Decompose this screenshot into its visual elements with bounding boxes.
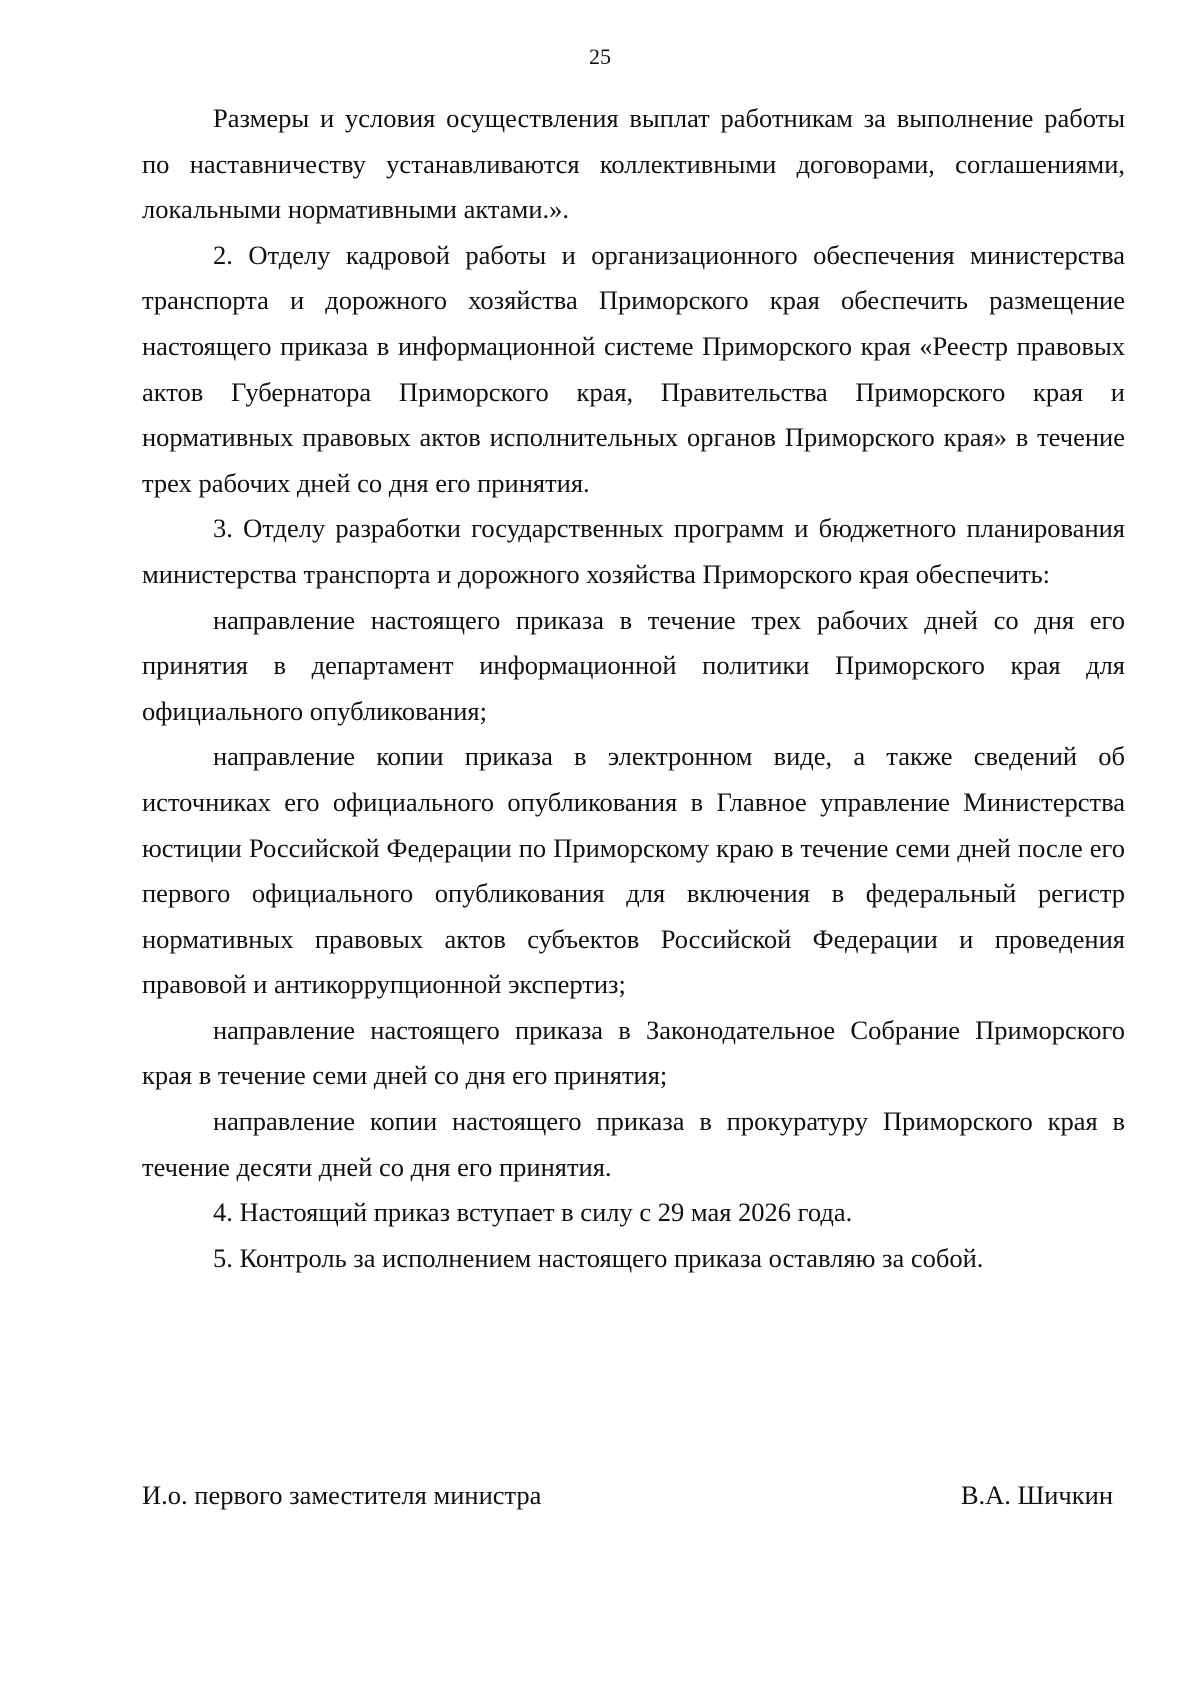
paragraph-subitem-justice-ministry: направление копии приказа в электронном виде, а также сведений об источниках его официального опубликования в Главное управление Министерства юстиции Российской Федерации по Приморскому краю в течение семи дней после его первого официального опубликования для включения в федеральный регистр нормативных правовых актов субъектов Российской Федерации и проведения правовой и антикоррупционной экспертиз;: [142, 741, 1125, 1000]
document-body: [142, 96, 1125, 1281]
paragraph-subitem-publication: направление настоящего приказа в течение трех рабочих дней со дня его принятия в департамент информационной политики Приморского края для официального опубликования;: [142, 604, 1125, 726]
signatory-name: В.А. Шичкин: [960, 1480, 1113, 1510]
paragraph-item-2: 2. Отделу кадровой работы и организационного обеспечения министерства транспорта и дорожного хозяйства Приморского края обеспечить размещение настоящего приказа в информационной системе Приморского края «Реестр правовых актов Губернатора Приморского края, Правительства Приморского края и нормативных правовых актов исполнительных органов Приморского края» в течение трех рабочих дней со дня его принятия.: [142, 239, 1125, 498]
paragraph-mentoring-payments: Размеры и условия осуществления выплат работникам за выполнение работы по наставничеству устанавливаются коллективными договорами, соглашениями, локальными нормативными актами.».: [142, 103, 1125, 225]
paragraph-item-3: 3. Отделу разработки государственных программ и бюджетного планирования министерства транспорта и дорожного хозяйства Приморского края обеспечить:: [142, 513, 1125, 589]
paragraph-item-4: 4. Настоящий приказ вступает в силу с 29 мая 2026 года.: [213, 1197, 853, 1228]
paragraph-subitem-legislative-assembly: направление настоящего приказа в Законодательное Собрание Приморского края в течение семи дней со дня его принятия;: [142, 1014, 1125, 1091]
page-number: 25: [589, 44, 611, 69]
signature-block: [142, 1477, 1113, 1513]
signatory-position: И.о. первого заместителя министра: [142, 1480, 542, 1510]
paragraph-item-5: 5. Контроль за исполнением настоящего приказа оставляю за собой.: [213, 1242, 984, 1273]
paragraph-subitem-prosecutor: направление копии настоящего приказа в прокуратуру Приморского края в течение десяти дней со дня его принятия.: [142, 1106, 1125, 1182]
